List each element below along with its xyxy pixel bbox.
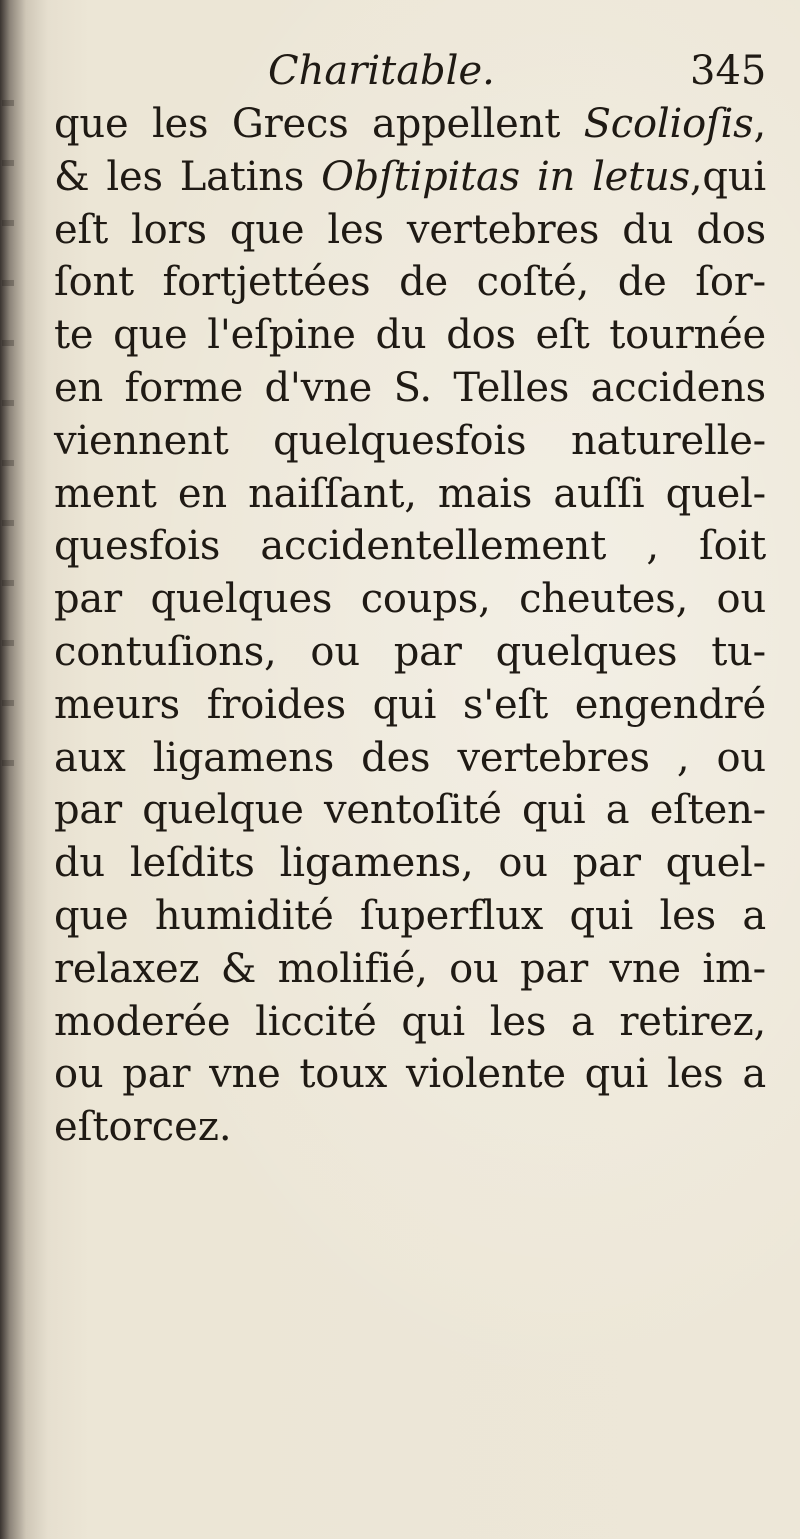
text-line: contuſions, ou par quelques tu- [54, 628, 766, 675]
page-number: 345 [690, 48, 767, 94]
binding-gutter [2, 100, 14, 800]
text-line: du leſdits ligamens, ou par quel- [54, 840, 766, 887]
text-line: & les Latins Obſtipitas in letus,qui [54, 153, 766, 200]
text-line: eſtorcez. [54, 1104, 232, 1151]
text-line: viennent quelquesfois naturelle- [54, 417, 766, 464]
text-line: moderée liccité qui les a retirez, [54, 998, 766, 1045]
text-line: en forme d'vne S. Telles accidens [54, 364, 766, 411]
text-line: par quelque ventoſité qui a eſten- [54, 787, 766, 834]
text-line: que les Grecs appellent Scolioſis, [54, 101, 766, 147]
text-line: eſt lors que les vertebres du dos [54, 206, 766, 253]
greek-term: Scolioſis [583, 101, 754, 147]
text-line: par quelques coups, cheutes, ou [54, 576, 766, 623]
text-line: meurs froides qui s'eſt engendré [54, 681, 766, 728]
text-line: te que l'eſpine du dos eſt tournée [54, 312, 766, 359]
running-head [0, 46, 800, 106]
running-title: Charitable. [268, 48, 495, 94]
latin-term: Obſtipitas in letus [321, 153, 690, 200]
text-line: ſont fortjettées de coſté, de ſor- [54, 259, 766, 306]
text-line: quesfois accidentellement , ſoit [54, 523, 766, 570]
text-line: ou par vne toux violente qui les a [54, 1051, 766, 1098]
text-line: aux ligamens des vertebres , ou [54, 734, 766, 781]
body-text [54, 98, 766, 1154]
text-line: que humidité ſuperflux qui les a [54, 892, 766, 939]
text-line: relaxez & molifié, ou par vne im- [54, 945, 766, 992]
text-line: ment en naiſſant, mais auſſi quel- [54, 470, 766, 517]
